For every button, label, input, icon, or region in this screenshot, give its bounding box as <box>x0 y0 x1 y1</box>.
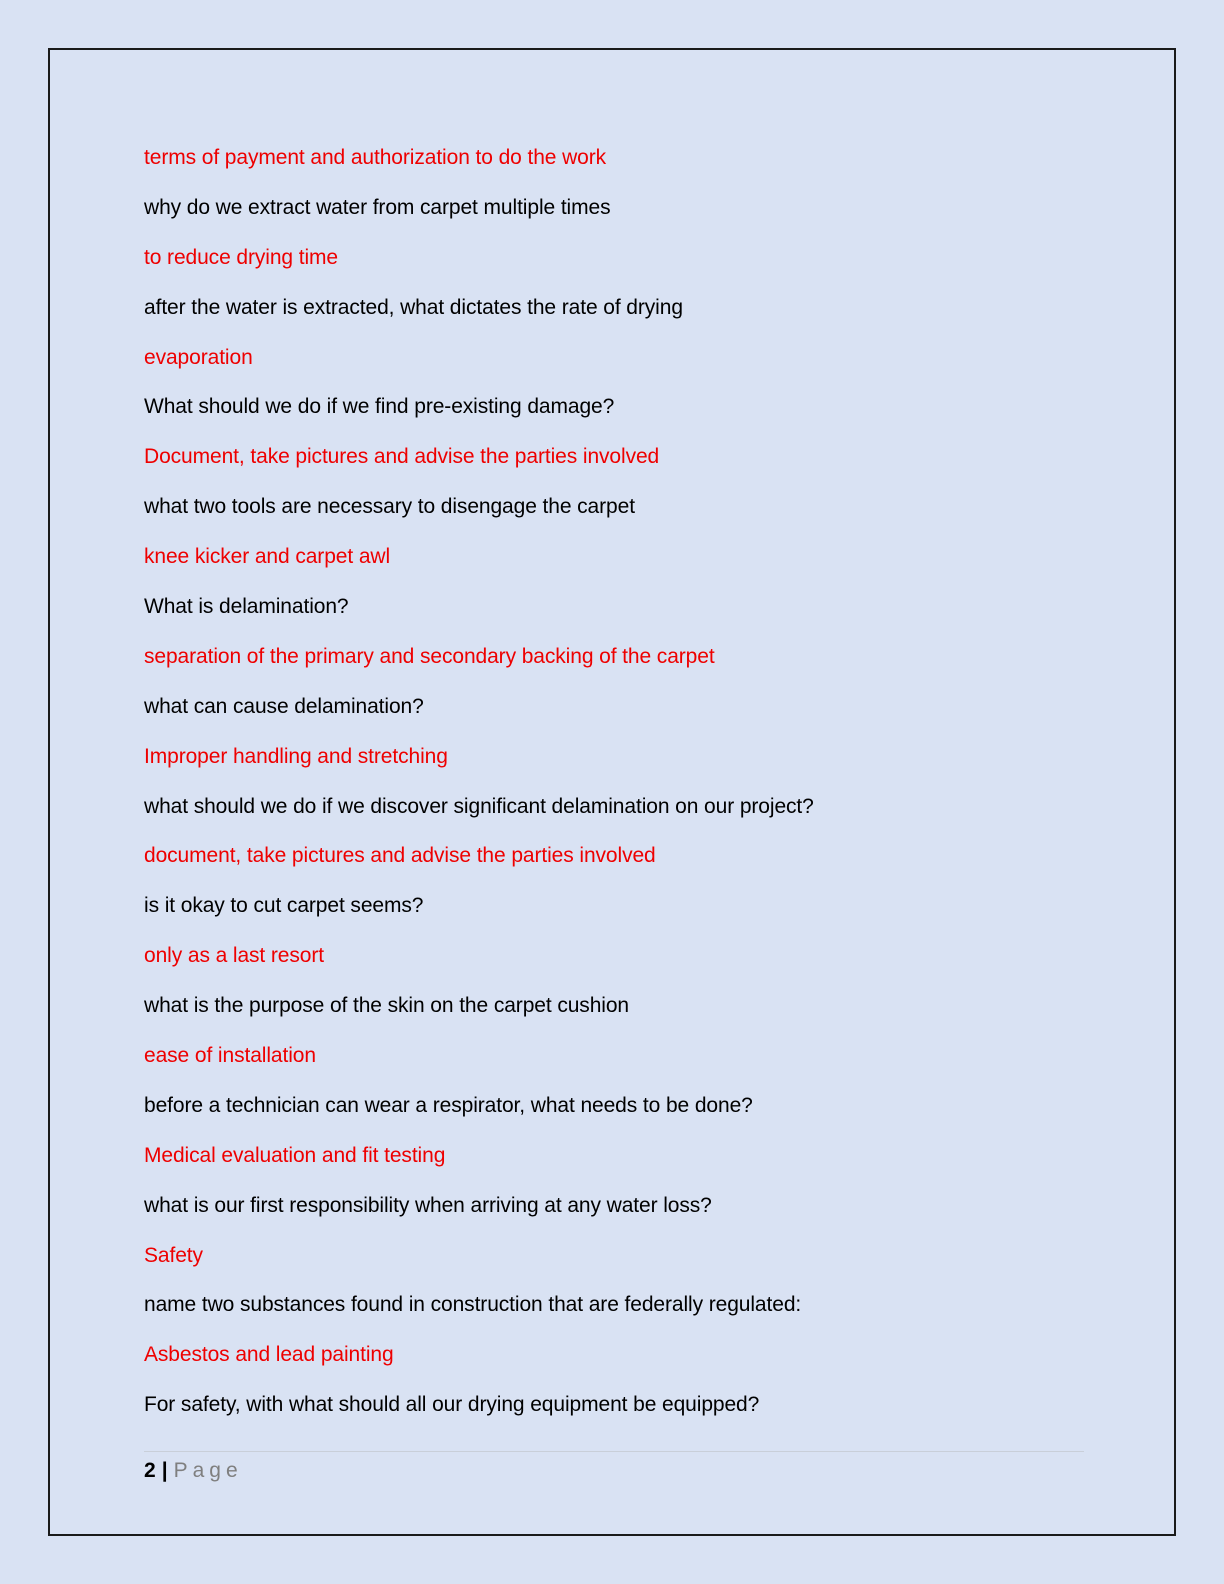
answer-line: evaporation <box>144 345 253 369</box>
answer-line: only as a last resort <box>144 944 324 968</box>
question-line: before a technician can wear a respirator, what needs to be done? <box>144 1093 753 1117</box>
footer-divider <box>144 1451 1084 1452</box>
document-body <box>144 143 1084 1440</box>
page-number: 2 <box>144 1459 156 1482</box>
question-line: after the water is extracted, what dictates the rate of drying <box>144 295 683 319</box>
answer-line: Improper handling and stretching <box>144 744 448 768</box>
question-line: what can cause delamination? <box>144 694 424 718</box>
question-line: What is delamination? <box>144 595 349 619</box>
answer-line: knee kicker and carpet awl <box>144 545 391 569</box>
answer-line: document, take pictures and advise the parties involved <box>144 844 656 868</box>
answer-line: Asbestos and lead painting <box>144 1343 394 1367</box>
answer-line: to reduce drying time <box>144 245 338 269</box>
page-label: Page <box>173 1459 243 1482</box>
question-line: For safety, with what should all our drying equipment be equipped? <box>144 1393 760 1417</box>
question-line: What should we do if we find pre-existing damage? <box>144 395 615 419</box>
question-line: is it okay to cut carpet seems? <box>144 894 424 918</box>
answer-line: separation of the primary and secondary backing of the carpet <box>144 644 715 668</box>
answer-line: Medical evaluation and fit testing <box>144 1143 446 1167</box>
question-line: what should we do if we discover significant delamination on our project? <box>144 794 814 818</box>
answer-line: ease of installation <box>144 1044 316 1068</box>
answer-line: terms of payment and authorization to do the work <box>144 146 607 169</box>
answer-line: Safety <box>144 1243 203 1267</box>
page-footer <box>144 1456 243 1486</box>
question-line: what is the purpose of the skin on the carpet cushion <box>144 994 630 1018</box>
answer-line: Document, take pictures and advise the parties involved <box>144 445 660 469</box>
question-line: why do we extract water from carpet multiple times <box>144 195 611 219</box>
question-line: name two substances found in construction that are federally regulated: <box>144 1293 802 1317</box>
question-line: what is our first responsibility when arriving at any water loss? <box>144 1193 712 1217</box>
question-line: what two tools are necessary to disengage the carpet <box>144 495 635 519</box>
footer-separator: | <box>161 1459 168 1482</box>
